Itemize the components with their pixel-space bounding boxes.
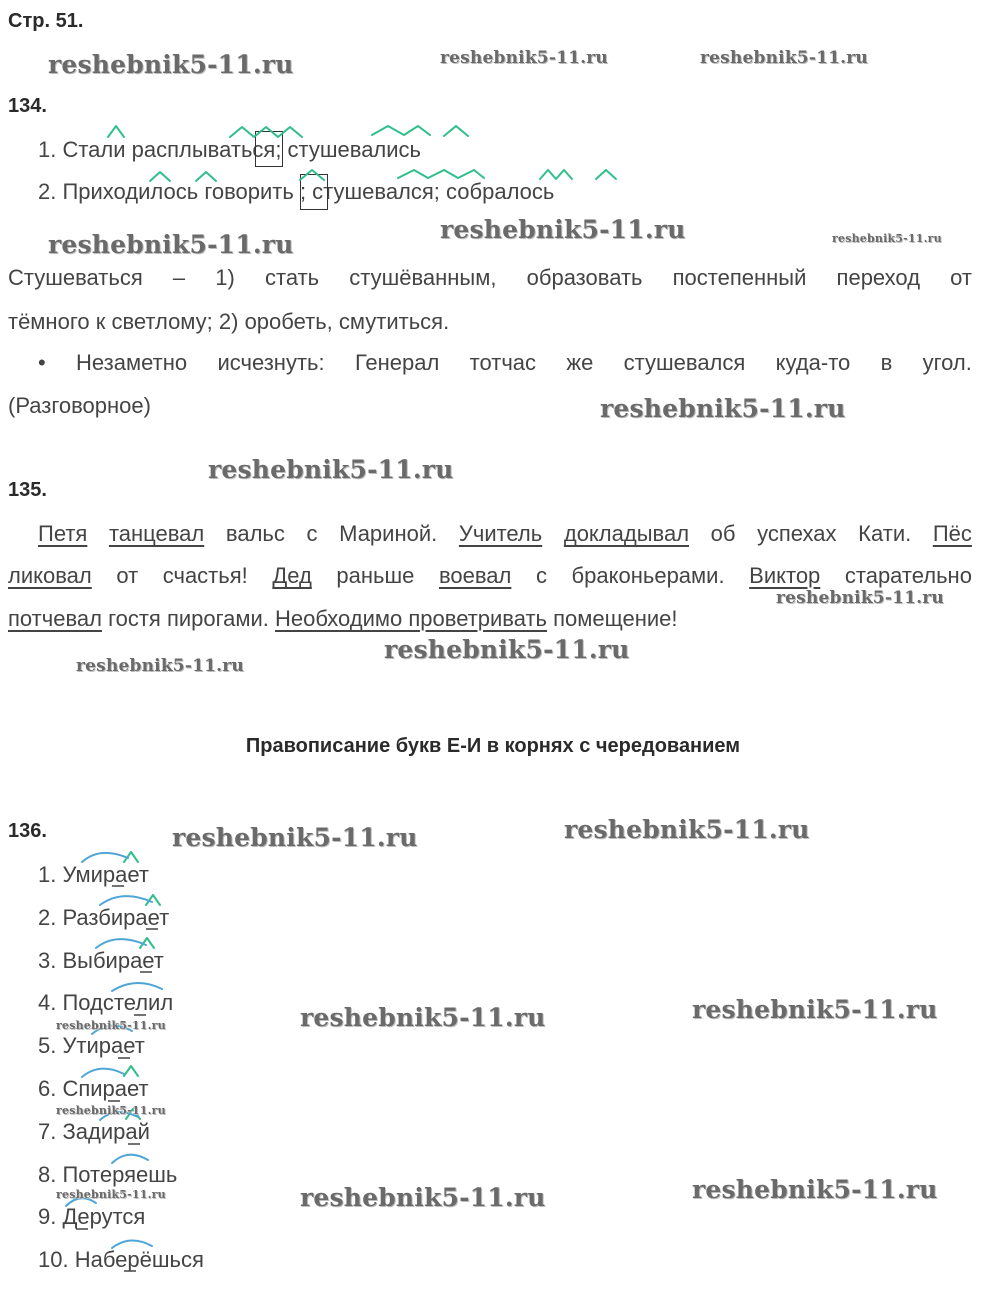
word: Дед (272, 563, 312, 588)
word: с (535, 563, 547, 588)
watermark: reshebnik5-11.ru (56, 1188, 166, 1201)
phrase: помещение! (547, 606, 678, 631)
word: тотчас (469, 350, 537, 375)
list-item: 5. Утирает (38, 1033, 145, 1059)
section-title: Правописание букв Е-И в корнях с чередованием (245, 735, 741, 757)
phrase: гостя пирогами. (101, 606, 276, 631)
word: вальс (225, 521, 285, 546)
watermark: reshebnik5-11.ru (208, 455, 454, 484)
page-reference: Стр. 51. (8, 10, 84, 32)
word: стать (264, 265, 320, 290)
word: угол. (922, 350, 972, 375)
watermark: reshebnik5-11.ru (56, 1104, 166, 1117)
word: танцевал (108, 521, 205, 546)
stress-caret-mark (108, 126, 124, 137)
word: Петя (38, 521, 88, 546)
word: от (116, 563, 139, 588)
watermark: reshebnik5-11.ru (384, 635, 630, 664)
watermark: reshebnik5-11.ru (76, 656, 244, 676)
exercise-136-number: 136. (8, 820, 47, 842)
watermark: reshebnik5-11.ru (440, 48, 608, 68)
list-item: 3. Выбирает (38, 947, 164, 973)
word: куда-то (775, 350, 851, 375)
word: воевал (438, 563, 512, 588)
word: Генерал (354, 350, 440, 375)
definition-line-2: тёмного к светлому; 2) оробеть, смутиться. (8, 309, 450, 334)
word: переход (836, 265, 921, 290)
word: же (566, 350, 594, 375)
word: успехах (757, 521, 837, 546)
watermark: reshebnik5-11.ru (440, 215, 686, 244)
watermark: reshebnik5-11.ru (172, 823, 418, 852)
word: Незаметно (76, 350, 188, 375)
watermark: reshebnik5-11.ru (600, 394, 846, 423)
list-item: 7. Задирай (38, 1118, 150, 1144)
word: раньше (336, 563, 415, 588)
definition-line-1 (8, 265, 972, 291)
list-item: 8. Потеряешь (38, 1161, 178, 1187)
watermark: reshebnik5-11.ru (300, 1183, 546, 1212)
word: Виктор (749, 563, 821, 588)
word: с (306, 521, 318, 546)
wavy-ending-mark (398, 170, 484, 178)
exercise-135-number: 135. (8, 479, 47, 501)
word: от (950, 265, 972, 290)
word: Пёс (932, 521, 972, 546)
watermark: reshebnik5-11.ru (776, 588, 944, 608)
root-arc-mark (100, 896, 152, 905)
root-arc-mark (82, 853, 128, 862)
watermark: reshebnik5-11.ru (692, 995, 938, 1024)
watermark: reshebnik5-11.ru (692, 1175, 938, 1204)
watermark: reshebnik5-11.ru (56, 1019, 166, 1032)
suffix-box (300, 174, 328, 210)
ending-caret-mark (124, 852, 138, 862)
word: счастья! (162, 563, 248, 588)
exercise-134-line-2: 2. Приходилось говорить ; стушевался; собралось (38, 179, 555, 204)
definition-line-4: (Разговорное) (8, 393, 151, 418)
word: докладывал (563, 521, 690, 546)
list-item: 9. Дерутся (38, 1204, 146, 1230)
word: стушевался (623, 350, 746, 375)
list-item: 6. Спирает (38, 1076, 149, 1101)
word: об (710, 521, 736, 546)
word: в (880, 350, 893, 375)
suffix-box (255, 131, 283, 167)
watermark: reshebnik5-11.ru (564, 815, 810, 844)
watermark: reshebnik5-11.ru (300, 1003, 546, 1032)
word: образовать (526, 265, 643, 290)
exercise-134-line-1: 1. Стали расплываться; стушевались (38, 137, 422, 162)
underlined-phrase: потчевал (8, 606, 102, 631)
ending-caret-mark (140, 938, 154, 948)
stress-caret-mark (444, 126, 468, 136)
ending-caret-mark (146, 895, 160, 905)
word: – (172, 265, 186, 290)
wavy-ending-mark (372, 126, 430, 135)
list-item: 2. Разбирает (38, 904, 170, 930)
watermark: reshebnik5-11.ru (48, 50, 294, 79)
watermark: reshebnik5-11.ru (48, 230, 294, 259)
exercise-135-line-2 (8, 563, 972, 589)
watermark: reshebnik5-11.ru (700, 48, 868, 68)
word: Мариной. (339, 521, 438, 546)
definition-line-3 (38, 350, 972, 376)
word: постепенный (672, 265, 807, 290)
word: Стушеваться (8, 265, 143, 290)
underlined-phrase: Необходимо проветривать (275, 606, 548, 631)
stress-caret-mark (596, 170, 616, 179)
watermark: reshebnik5-11.ru (832, 232, 942, 245)
wavy-ending-mark (540, 170, 572, 179)
word: • (38, 350, 46, 375)
word: старательно (844, 563, 972, 588)
exercise-135-line-3 (8, 606, 678, 632)
word: Учитель (458, 521, 543, 546)
word: стушёванным, (349, 265, 497, 290)
list-item: 4. Подстелил (38, 990, 174, 1016)
list-item: 10. Наберёшься (38, 1247, 204, 1273)
word: 1) (215, 265, 235, 290)
list-item: 1. Умирает (38, 862, 149, 887)
word: исчезнуть: (217, 350, 325, 375)
exercise-134-number: 134. (8, 95, 47, 117)
word: ликовал (8, 563, 92, 588)
ending-caret-mark (124, 1066, 138, 1076)
word: браконьерами. (571, 563, 725, 588)
exercise-135-line-1 (38, 521, 972, 547)
word: Кати. (858, 521, 912, 546)
